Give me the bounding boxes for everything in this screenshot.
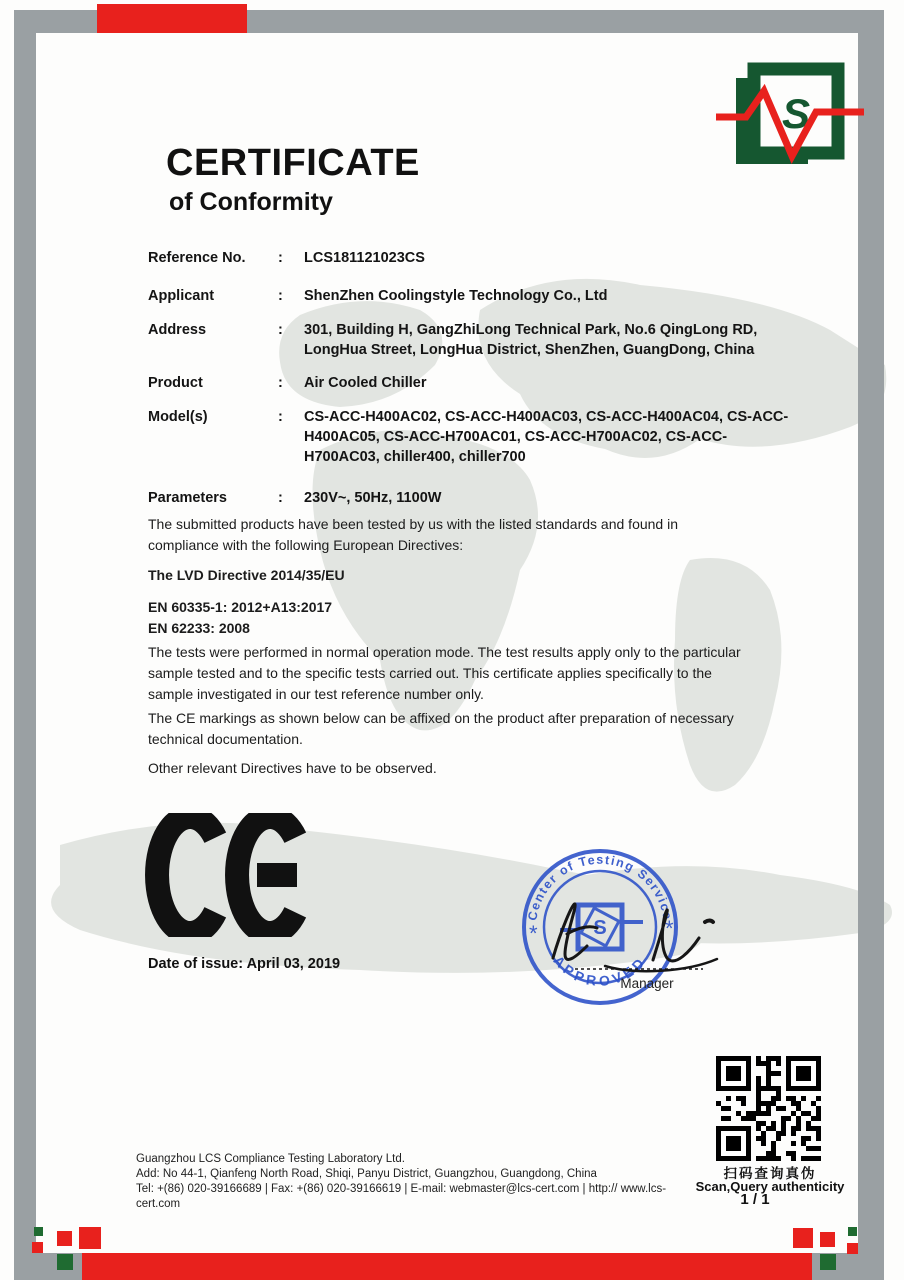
approval-stamp	[515, 838, 730, 1008]
colon: :	[278, 490, 283, 506]
qr-code	[716, 1056, 821, 1161]
corner-square	[820, 1254, 836, 1270]
field-applicant	[148, 286, 773, 306]
logo-letter: S	[781, 90, 811, 137]
stamp-asterisk: *	[529, 921, 538, 946]
field-label: Parameters	[148, 490, 227, 506]
field-address	[148, 320, 773, 360]
field-product	[148, 373, 773, 393]
field-value: CS-ACC-H400AC02, CS-ACC-H400AC03, CS-ACC-H400AC04, CS-ACC-H400AC05, CS-ACC-H700AC01, CS-ACC-H700AC02, CS-ACC-H700AC03, chiller400, chiller700	[304, 409, 789, 465]
footer-address: Add: No 44-1, Qianfeng North Road, Shiqi, Panyu District, Guangzhou, Guangdong, China	[136, 1168, 597, 1180]
field-label: Address	[148, 322, 207, 338]
paragraph-other-note: Other relevant Directives have to be observed.	[148, 760, 437, 776]
field-label: Reference No.	[148, 250, 246, 266]
certificate-subtitle: of Conformity	[169, 188, 333, 216]
field-value: 301, Building H, GangZhiLong Technical Park, No.6 QingLong RD, LongHua Street, LongHua District, ShenZhen, GuangDong, China	[304, 322, 758, 358]
stamp-ring-text-bottom: APPROVED	[550, 952, 650, 990]
standard-line: EN 60335-1: 2012+A13:2017	[148, 599, 333, 615]
field-label: Product	[148, 375, 203, 391]
paragraph-intro: The submitted products have been tested by us with the listed standards and found in compliance with the following European Directives:	[148, 516, 678, 553]
field-models	[148, 407, 789, 467]
ce-mark	[145, 813, 310, 937]
stamp-signer-title: Manager	[620, 976, 674, 991]
stamp-ring-text-top: Center of Testing Service	[525, 852, 675, 922]
footer-company: Guangzhou LCS Compliance Testing Laboratory Ltd.	[136, 1153, 405, 1165]
lcs-logo-icon	[712, 62, 877, 174]
frame-right	[858, 10, 884, 1280]
corner-square	[57, 1231, 72, 1246]
colon: :	[278, 409, 283, 425]
stamp-asterisk: *	[665, 916, 674, 941]
footer-contacts: Tel: +(86) 020-39166689 | Fax: +(86) 020-39166619 | E-mail: webmaster@lcs-cert.com | http:// www.lcs-cert.com	[136, 1183, 667, 1210]
date-of-issue: Date of issue: April 03, 2019	[148, 956, 341, 972]
corner-square	[848, 1227, 857, 1236]
qr-caption-zh: 扫码查询真伪	[723, 1166, 817, 1181]
top-red-bar	[97, 4, 247, 33]
bottom-red-bar	[82, 1253, 812, 1280]
field-value: Air Cooled Chiller	[304, 375, 427, 391]
field-value: 230V~, 50Hz, 1100W	[304, 490, 442, 506]
colon: :	[278, 250, 283, 266]
corner-square	[847, 1243, 858, 1254]
field-label: Model(s)	[148, 409, 208, 425]
corner-square	[820, 1232, 835, 1247]
field-value: LCS181121023CS	[304, 250, 425, 266]
certificate-title: CERTIFICATE	[166, 142, 420, 184]
corner-square	[34, 1227, 43, 1236]
colon: :	[278, 375, 283, 391]
colon: :	[278, 322, 283, 338]
corner-square	[57, 1254, 73, 1270]
paragraph-ce-note: The CE markings as shown below can be affixed on the product after preparation of necessary technical documentation.	[148, 710, 734, 747]
field-reference-no	[148, 248, 773, 268]
qr-caption-en: Scan,Query authenticity	[695, 1179, 845, 1194]
corner-square	[79, 1227, 101, 1249]
colon: :	[278, 288, 283, 304]
standard-line: EN 62233: 2008	[148, 620, 250, 636]
page-number: 1 / 1	[740, 1191, 770, 1208]
paragraph-test-note: The tests were performed in normal operation mode. The test results apply only to the particular sample tested and to the specific tests carried out. This certificate applies specifically to the sample investigated in our test reference number only.	[148, 644, 741, 702]
corner-square	[793, 1228, 813, 1248]
corner-square	[32, 1242, 43, 1253]
footer-block	[136, 1152, 676, 1212]
field-value: ShenZhen Coolingstyle Technology Co., Ltd	[304, 288, 608, 304]
stamp-logo-letter: S	[593, 917, 607, 939]
field-parameters	[148, 488, 773, 508]
field-label: Applicant	[148, 288, 215, 304]
paragraph-directive: The LVD Directive 2014/35/EU	[148, 567, 345, 583]
frame-left	[14, 10, 36, 1280]
